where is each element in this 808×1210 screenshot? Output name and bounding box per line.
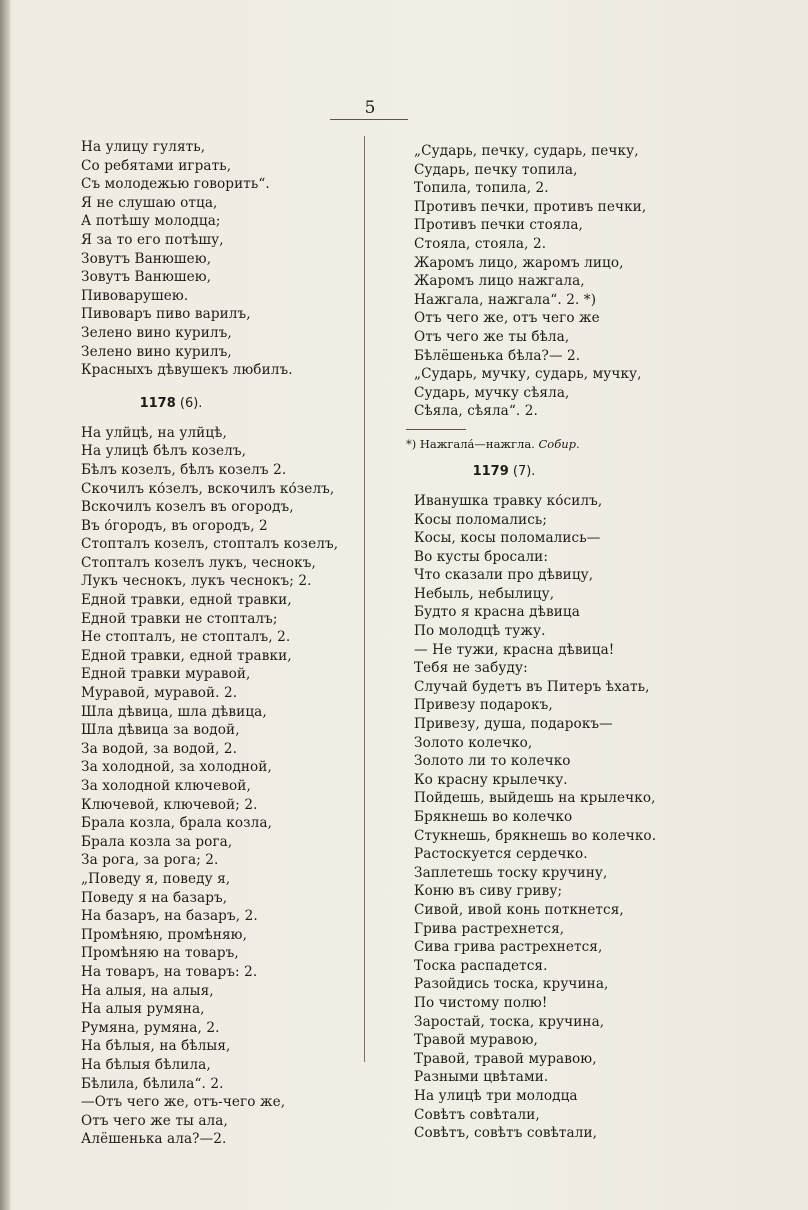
spacer xyxy=(414,482,714,492)
verse-line: Алёшенька ала?—2. xyxy=(81,1131,227,1148)
verse-line: Во кусты бросали: xyxy=(414,548,549,565)
verse-line: Нажгала, нажгала“. 2. *) xyxy=(414,291,597,308)
verse-line: Брала козла за рога, xyxy=(81,833,233,850)
verse-line: Привезу подарокъ, xyxy=(414,697,553,714)
left-verse-song xyxy=(81,424,381,1149)
verse-line: Въ о́городъ, въ огородъ, 2 xyxy=(81,517,268,534)
verse-line: Что сказали про дѣвицу, xyxy=(414,567,594,584)
verse-line: Стояла, стояла, 2. xyxy=(414,235,547,252)
verse-line: На улицу гулять, xyxy=(81,139,206,155)
verse-line: Жаромъ лицо, жаромъ лицо, xyxy=(414,254,624,271)
verse-line: Тебя не забуду: xyxy=(414,660,528,677)
footnote-text: *) Нажгала́—нажгла. xyxy=(406,436,535,451)
verse-line: Не стопталъ, не стопталъ, 2. xyxy=(81,629,291,646)
verse-line: Косы поломались; xyxy=(414,511,548,528)
verse-line: Сивой, ивой конь поткнется, xyxy=(414,901,624,918)
footnote xyxy=(406,436,714,452)
verse-line: Совѣтъ, совѣтъ совѣтали, xyxy=(414,1125,598,1142)
verse-line: Зелено вино курилъ, xyxy=(81,343,232,360)
verse-line: Небыль, небылицу, xyxy=(414,585,555,602)
verse-line: Сѣяла, сѣяла“. 2. xyxy=(414,403,538,420)
verse-line: Зовутъ Ванюшею, xyxy=(81,250,212,267)
verse-line: На товаръ, на товаръ: 2. xyxy=(81,963,258,980)
verse-line: На алыя румяна, xyxy=(81,1001,205,1018)
verse-line: Топила, топила, 2. xyxy=(414,180,549,197)
verse-line: „Сударь, печку, сударь, печку, xyxy=(414,143,639,159)
verse-line: Румяна, румяна, 2. xyxy=(81,1019,220,1036)
verse-line: Грива растрехнется, xyxy=(414,920,565,937)
verse-line: Пивоварушею. xyxy=(81,287,189,304)
verse-line: Привезу, душа, подарокъ— xyxy=(414,716,613,733)
verse-line: За холодной ключевой, xyxy=(81,778,251,794)
left-verse-top xyxy=(81,138,381,380)
verse-line: Ко красну крылечку. xyxy=(414,771,568,788)
verse-line: Стопталъ козелъ, стопталъ козелъ, xyxy=(81,536,339,553)
verse-line: На бѣлыя, на бѣлыя, xyxy=(81,1038,231,1055)
verse-line: Пойдешь, выйдешь на крылечко, xyxy=(414,790,656,807)
verse-line: Зовутъ Ванюшею, xyxy=(81,269,212,286)
page-number: 5 xyxy=(364,98,376,118)
verse-line: Косы, косы поломались— xyxy=(414,530,601,547)
verse-line: Съ молодежью говорить“. xyxy=(81,176,270,193)
song-header-1179 xyxy=(414,462,594,482)
verse-line: Я не слушаю отца, xyxy=(81,194,218,211)
verse-line: По молодцѣ тужу. xyxy=(414,623,546,640)
right-verse-top xyxy=(414,142,714,421)
verse-line: Разойдись тоска, кручина, xyxy=(414,976,609,993)
verse-line: Промѣняю, промѣняю, xyxy=(81,926,248,943)
verse-line: Случай будетъ въ Питеръ ѣхать, xyxy=(414,678,650,695)
verse-line: Зелено вино курилъ, xyxy=(81,324,232,341)
verse-line: Едной травки не стопталъ; xyxy=(81,610,278,627)
verse-line: На базаръ, на базаръ, 2. xyxy=(81,908,258,925)
verse-line: Отъ чего же, отъ чего же xyxy=(414,310,600,327)
verse-line: На улйцѣ, на улйцѣ, xyxy=(81,424,227,441)
verse-line: Жаромъ лицо нажгала, xyxy=(414,273,585,290)
verse-line: Вскочилъ козелъ въ огородъ, xyxy=(81,499,294,516)
verse-line: Сударь, печку топила, xyxy=(414,161,578,178)
verse-line: На бѣлыя бѣлила, xyxy=(81,1056,211,1073)
verse-line: Едной травки, едной травки, xyxy=(81,592,292,609)
left-column xyxy=(81,138,381,1149)
verse-line: Едной травки, едной травки, xyxy=(81,647,292,664)
verse-line: Совѣтъ совѣтали, xyxy=(414,1106,540,1123)
right-column xyxy=(406,142,714,1143)
verse-line: Я за то его потѣшу, xyxy=(81,231,224,248)
verse-line: На улицѣ бѣлъ козелъ, xyxy=(81,443,247,460)
verse-line: „Поведу я, поведу я, xyxy=(81,870,231,887)
verse-line: Коню въ сиву гриву; xyxy=(414,883,563,900)
verse-line: Стукнешь, брякнешь во колечко. xyxy=(414,827,657,844)
verse-line: Сударь, мучку сѣяла, xyxy=(414,384,570,401)
verse-line: Стопталъ козелъ лукъ, чеснокъ, xyxy=(81,554,316,571)
verse-line: Лукъ чеснокъ, лукъ чеснокъ; 2. xyxy=(81,573,312,590)
verse-line: Промѣняю на товаръ, xyxy=(81,945,239,962)
song-header-1178 xyxy=(81,394,261,414)
header-rule xyxy=(330,119,408,120)
verse-line: Бѣлила, бѣлила“. 2. xyxy=(81,1075,224,1092)
right-verse-song xyxy=(414,492,714,1143)
verse-line: На улицѣ три молодца xyxy=(414,1087,578,1104)
verse-line: За рога, за рога; 2. xyxy=(81,852,219,869)
song-subnumber: (6). xyxy=(179,395,203,411)
song-number: 1178 xyxy=(139,395,176,411)
song-number: 1179 xyxy=(472,463,509,479)
spacer xyxy=(81,380,381,394)
verse-line: Противъ печки стояла, xyxy=(414,217,583,234)
verse-line: Травой, травой муравою, xyxy=(414,1050,597,1067)
verse-line: Заростай, тоска, кручина, xyxy=(414,1013,605,1030)
footnote-attribution: Собир. xyxy=(538,436,580,451)
verse-line: Бѣлёшенька бѣла?— 2. xyxy=(414,347,581,364)
verse-line: Заплетешь тоску кручину, xyxy=(414,864,608,881)
verse-line: На алыя, на алыя, xyxy=(81,982,214,999)
verse-line: Шла дѣвица за водой, xyxy=(81,722,240,739)
verse-line: Поведу я на базаръ, xyxy=(81,889,228,906)
verse-line: Красныхъ дѣвушекъ любилъ. xyxy=(81,362,293,379)
verse-line: Разными цвѣтами. xyxy=(414,1069,549,1086)
verse-line: Едной травки муравой, xyxy=(81,666,251,683)
song-subnumber: (7). xyxy=(512,463,536,479)
verse-line: Иванушка травку ко́силъ, xyxy=(414,492,603,509)
verse-line: — Не тужи, красна дѣвица! xyxy=(414,641,615,658)
verse-line: Ключевой, ключевой; 2. xyxy=(81,796,258,813)
verse-line: А потѣшу молодца; xyxy=(81,213,221,230)
page-binding-edge xyxy=(0,0,10,1210)
verse-line: —Отъ чего же, отъ-чего же, xyxy=(81,1094,286,1111)
verse-line: Растоскуется сердечко. xyxy=(414,846,588,863)
verse-line: Шла дѣвица, шла дѣвица, xyxy=(81,703,267,720)
verse-line: „Сударь, мучку, сударь, мучку, xyxy=(414,366,642,383)
verse-line: Брала козла, брала козла, xyxy=(81,815,273,832)
verse-line: За холодной, за холодной, xyxy=(81,759,272,776)
spacer xyxy=(414,452,714,462)
verse-line: Тоска распадется. xyxy=(414,957,548,974)
verse-line: Пивоваръ пиво варилъ, xyxy=(81,306,251,323)
verse-line: Отъ чего же ты ала, xyxy=(81,1112,228,1129)
footnote-rule xyxy=(406,429,466,430)
verse-line: Отъ чего же ты бѣла, xyxy=(414,328,570,345)
verse-line: Травой муравою, xyxy=(414,1032,538,1049)
verse-line: По чистому полю! xyxy=(414,994,548,1011)
verse-line: Золото колечко, xyxy=(414,734,533,751)
verse-line: Бѣлъ козелъ, бѣлъ козелъ 2. xyxy=(81,461,287,478)
verse-line: Со ребятами играть, xyxy=(81,157,232,174)
verse-line: За водой, за водой, 2. xyxy=(81,740,238,757)
verse-line: Будто я красна дѣвица xyxy=(414,604,580,621)
verse-line: Золото ли то колечко xyxy=(414,753,571,770)
verse-line: Брякнешь во колечко xyxy=(414,809,573,825)
verse-line: Муравой, муравой. 2. xyxy=(81,685,238,702)
verse-line: Скочилъ ко́зелъ, вскочилъ ко́зелъ, xyxy=(81,480,335,497)
spacer xyxy=(81,414,381,424)
verse-line: Сива грива растрехнется, xyxy=(414,939,603,956)
verse-line: Противъ печки, противъ печки, xyxy=(414,198,647,215)
